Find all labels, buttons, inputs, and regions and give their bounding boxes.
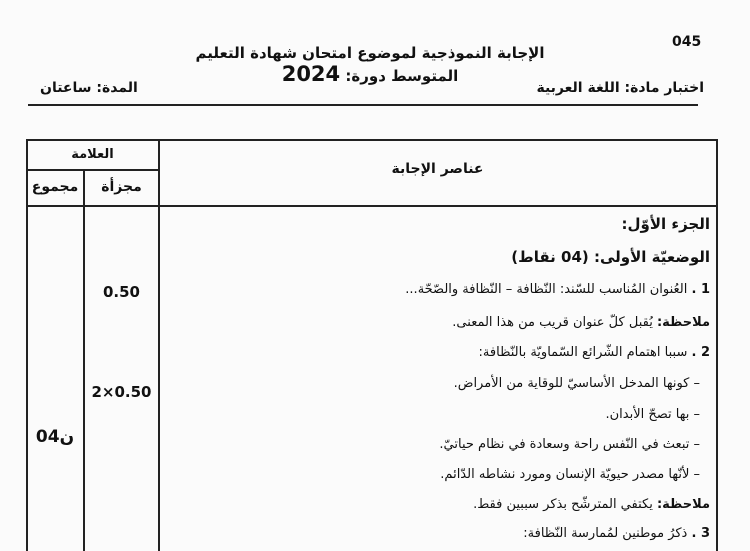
marks-answers-divider bbox=[158, 139, 160, 551]
note2-label: ملاحظة: bbox=[656, 497, 710, 512]
part-title: الجزء الأوّل: bbox=[621, 215, 710, 233]
marks-header-divider bbox=[26, 169, 159, 171]
q1-text: العُنوان المُناسب للسّند: النّظافة – النّظافة والصّحّة... bbox=[405, 282, 692, 297]
q2-item: – تبعث في النّفس راحة وسعادة في نظام حياتيّ. bbox=[439, 437, 700, 452]
total-mark: 04ن bbox=[35, 427, 75, 447]
table-left-border bbox=[26, 139, 28, 551]
q3-line bbox=[523, 526, 710, 541]
marks-header: العلامة bbox=[71, 147, 114, 162]
partial-header: مجزأة bbox=[101, 179, 142, 195]
subject-label: اختبار مادة: اللغة العربية bbox=[536, 80, 704, 96]
partial-total-divider bbox=[83, 169, 85, 551]
note1-label: ملاحظة: bbox=[656, 315, 710, 330]
answers-header: عناصر الإجابة bbox=[391, 161, 484, 177]
q1-mark: 0.50 bbox=[102, 283, 140, 301]
situation-title: الوضعيّة الأولى: (04 نقاط) bbox=[511, 248, 710, 266]
title-year: 2024 bbox=[281, 62, 341, 86]
q2-item: – لأنّها مصدر حيويّة الإنسان ومورد نشاطه الدّائم. bbox=[440, 467, 700, 482]
header-bottom-border bbox=[26, 205, 718, 207]
q2-text: سببا اهتمام الشّرائع السّماويّة بالنّظافة: bbox=[478, 345, 692, 360]
note2-line bbox=[473, 497, 710, 512]
q2-item: – بها تصحّ الأبدان. bbox=[605, 407, 700, 422]
page-code: 045 bbox=[672, 34, 702, 50]
q2-mark: 2×0.50 bbox=[91, 383, 152, 401]
table-right-border bbox=[716, 139, 718, 551]
q3-number: 3 . bbox=[691, 526, 710, 541]
q2-number: 2 . bbox=[691, 345, 710, 360]
duration-label: المدة: ساعتان bbox=[40, 80, 138, 96]
answer-table bbox=[26, 139, 718, 551]
title-text: الإجابة النموذجية لموضوع امتحان شهادة التعليم المتوسط دورة: bbox=[195, 44, 545, 85]
page-title bbox=[160, 44, 580, 86]
q2-item: – كونها المدخل الأساسيّ للوقاية من الأمراض. bbox=[453, 376, 700, 391]
table-top-border bbox=[26, 139, 718, 141]
total-header: مجموع bbox=[31, 179, 79, 195]
header-divider bbox=[28, 104, 698, 106]
q1-line bbox=[405, 282, 710, 297]
q3-text: ذكرُ موطنين لمُمارسة النّظافة: bbox=[523, 526, 692, 541]
note2-text: يكتفي المترشّح بذكر سببين فقط. bbox=[473, 497, 657, 512]
note1-text: يُقبل كلّ عنوان قريب من هذا المعنى. bbox=[452, 315, 657, 330]
q2-line bbox=[479, 345, 710, 360]
note1-line bbox=[452, 315, 710, 330]
q1-number: 1 . bbox=[691, 282, 710, 297]
